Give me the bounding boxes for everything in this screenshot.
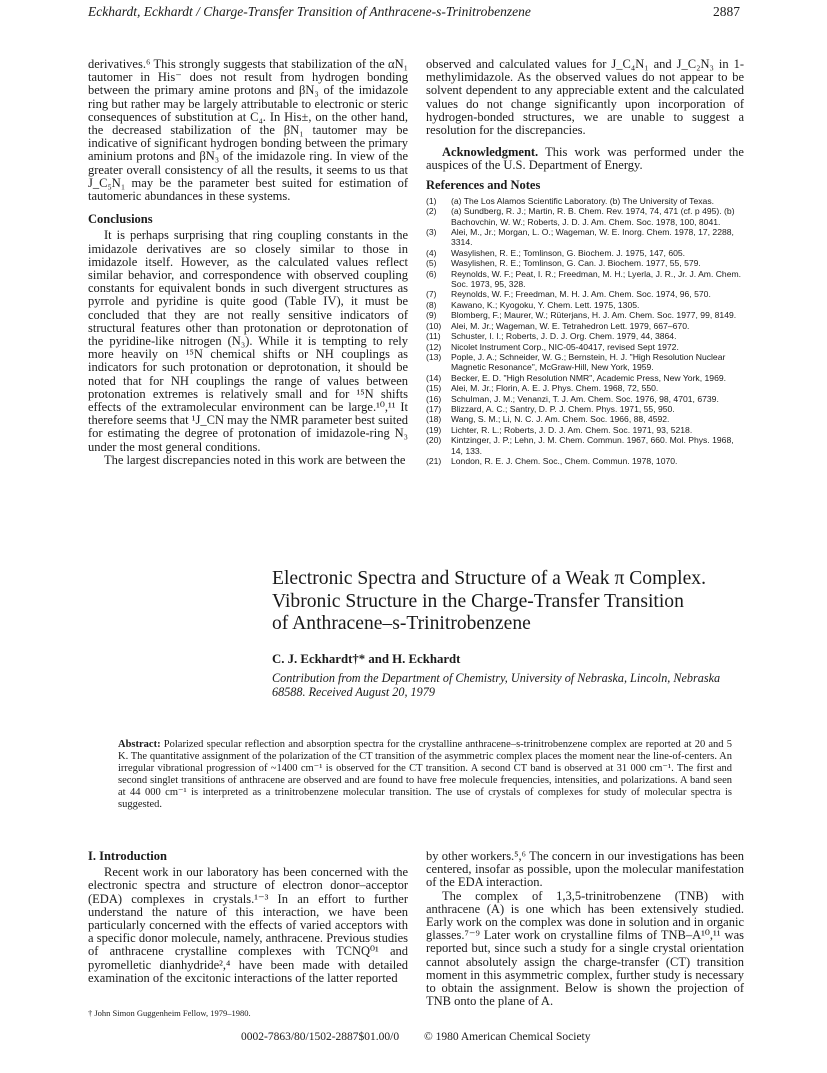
reference-item — [426, 352, 744, 373]
reference-item — [426, 310, 744, 320]
reference-item — [426, 425, 744, 435]
reference-item — [426, 414, 744, 424]
title-line-3: of Anthracene–s-Trinitrobenzene — [272, 613, 531, 635]
reference-number: (12) — [426, 341, 442, 352]
reference-text: Alei, M., Jr.; Morgan, L. O.; Wageman, W. E. Inorg. Chem. 1978, 17, 2288, 3314. — [451, 227, 734, 248]
introduction-heading: I. Introduction — [88, 849, 167, 863]
reference-text: Lichter, R. L.; Roberts, J. D. J. Am. Chem. Soc. 1971, 93, 5218. — [451, 424, 693, 435]
reference-text: Kintzinger, J. P.; Lehn, J. M. Chem. Commun. 1967, 660. Mol. Phys. 1968, 14, 133. — [451, 435, 734, 456]
reference-item — [426, 321, 744, 331]
reference-text: Wang, S. M.; Li, N. C. J. Am. Chem. Soc. 1966, 88, 4592. — [451, 414, 670, 425]
reference-text: Blomberg, F.; Maurer, W.; Rüterjans, H. J. Am. Chem. Soc. 1977, 99, 8149. — [451, 310, 737, 321]
left-column-top — [88, 58, 408, 467]
reference-number: (11) — [426, 331, 441, 342]
reference-text: Wasylishen, R. E.; Tomlinson, G. Can. J. Biochem. 1977, 55, 579. — [451, 258, 701, 269]
reference-item — [426, 383, 744, 393]
reference-text: Pople, J. A.; Schneider, W. G.; Bernstein, H. J. "High Resolution Nuclear Magnetic Resonance", McGraw-Hill, New York, 1959. — [451, 351, 726, 373]
reference-number: (7) — [426, 289, 437, 300]
reference-number: (13) — [426, 351, 442, 362]
acknowledgment-label: Acknowledgment. — [442, 145, 539, 160]
references-heading: References and Notes — [426, 177, 541, 192]
reference-item — [426, 269, 744, 290]
footnote: † John Simon Guggenheim Fellow, 1979–1980. — [88, 1008, 251, 1018]
reference-number: (20) — [426, 435, 442, 446]
reference-item — [426, 300, 744, 310]
reference-number: (9) — [426, 310, 437, 321]
reference-text: Becker, E. D. "High Resolution NMR", Academic Press, New York, 1969. — [451, 372, 727, 383]
reference-item — [426, 196, 744, 206]
reference-text: Schuster, I. I.; Roberts, J. D. J. Org. Chem. 1979, 44, 3864. — [451, 331, 677, 342]
reference-item — [426, 435, 744, 456]
article-code: 0002-7863/80/1502-2887$01.00/0 — [241, 1031, 400, 1043]
right-column-top — [426, 58, 744, 466]
reference-number: (4) — [426, 247, 437, 258]
reference-number: (1) — [426, 195, 437, 206]
reference-number: (10) — [426, 320, 442, 331]
acknowledgment — [426, 146, 744, 172]
reference-text: Reynolds, W. F.; Freedman, M. H. J. Am. Chem. Soc. 1974, 96, 570. — [451, 289, 711, 300]
intro-paragraph-2: by other workers.⁵,⁶ The concern in our investigations has been centered, insofar as possible, upon the molecular manifestation of the EDA interaction. — [426, 849, 744, 890]
reference-number: (16) — [426, 393, 442, 404]
reference-number: (14) — [426, 372, 442, 383]
reference-text: (a) The Los Alamos Scientific Laboratory. (b) The University of Texas. — [451, 195, 715, 206]
reference-text: Wasylishen, R. E.; Tomlinson, G. Biochem. J. 1975, 147, 605. — [451, 247, 686, 258]
reference-item — [426, 206, 744, 227]
reference-number: (21) — [426, 455, 442, 466]
affiliation: Contribution from the Department of Chemistry, University of Nebraska, Lincoln, Nebraska 68588. Received August 20, 1979 — [272, 671, 721, 699]
conclusions-heading: Conclusions — [88, 212, 153, 227]
reference-number: (15) — [426, 383, 442, 394]
right-column-bottom — [426, 850, 744, 1008]
reference-number: (18) — [426, 414, 442, 425]
reference-text: Alei, M. Jr.; Wageman, W. E. Tetrahedron Lett. 1979, 667–670. — [451, 320, 690, 331]
page-number: 2887 — [713, 4, 740, 19]
reference-text: Reynolds, W. F.; Peat, I. R.; Freedman, M. H.; Lyerla, J. R., Jr. J. Am. Chem. Soc. 1973, 95, 328. — [451, 268, 742, 290]
intro-paragraph-3: The complex of 1,3,5-trinitrobenzene (TNB) with anthracene (A) is one which has been extensively studied. Early work on the complex was done in solution and in organic glasses.⁷⁻⁹ Later work on crystalline films of TNB–A¹⁰,¹¹ was reported but, since such a study for a single crystal orientation cannot absolutely assign the charge-transfer (CT) transition moment in this asymmetric complex, further study is necessary to obtain the assignment. Below is shown the projection of TNB onto the plane of A. — [426, 888, 744, 1009]
reference-item — [426, 456, 744, 466]
reference-item — [426, 404, 744, 414]
reference-item — [426, 258, 744, 268]
reference-number: (2) — [426, 206, 437, 217]
reference-item — [426, 227, 744, 248]
reference-text: (a) Sundberg, R. J.; Martin, R. B. Chem. Rev. 1974, 74, 471 (cf. p 495). (b) Bachovchin, W. W.; Roberts, J. D. J. Am. Chem. Soc. 1978, 100, 8041. — [451, 206, 735, 227]
reference-item — [426, 394, 744, 404]
reference-number: (5) — [426, 258, 437, 269]
page-footer — [88, 1031, 740, 1047]
reference-number: (19) — [426, 424, 442, 435]
left-paragraph-2: It is perhaps surprising that ring coupling constants in the imidazole derivatives are so closely similar to those in imidazole itself. However, as the calculated values reflect similar behavior, and correspondence with observed coupling constants for equivalent bonds in such divergent structures as pyrrole and pyridine is quite good (Table IV), it must be concluded that they are not really sensitive indicators of structural features other than protonation or deprotonation of the pyridine-like nitrogen (N₃). While it is tempting to rely more heavily on ¹⁵N chemical shifts or NH couplings as indicators for such protonation or deprotonation, it should be noted that for NH couplings the range of values between protonation extremes is relatively small and for ¹⁵N shifts effects of the extramolecular environment can be large.¹⁰,¹¹ It therefore seems that ¹J_CN may the NMR parameter best suited for estimating the degree of protonation of imidazole-ring N₃ under the most general conditions. — [88, 228, 408, 454]
intro-paragraph-1: Recent work in our laboratory has been concerned with the electronic spectra and structure of electron donor–acceptor (EDA) complexes in crystals.¹⁻³ In an effort to further understand the nature of this interaction, we have been particularly concerned with the effects of varied acceptors with a specific donor molecule, namely, anthracene. Previous studies of anthracene crystalline complexes with TCNQ⁰¹ and pyromelletic dianhydride²,⁴ have been made with detailed examination of the excitonic interactions of the latter reported — [88, 865, 408, 985]
acknowledgment-text: This work was performed under the auspices of the U.S. Department of Energy. — [426, 145, 744, 173]
reference-number: (6) — [426, 268, 437, 279]
title-line-2: Vibronic Structure in the Charge-Transfer Transition — [272, 590, 684, 612]
reference-item — [426, 248, 744, 258]
reference-text: London, R. E. J. Chem. Soc., Chem. Commun. 1978, 1070. — [451, 455, 678, 466]
reference-item — [426, 373, 744, 383]
reference-text: Schulman, J. M.; Venanzi, T. J. Am. Chem. Soc. 1976, 98, 4701, 6739. — [451, 393, 719, 404]
running-title: Eckhardt, Eckhardt / Charge-Transfer Transition of Anthracene-s-Trinitrobenzene — [88, 4, 531, 19]
reference-text: Nicolet Instrument Corp., NIC-05-40417, revised Sept 1972. — [451, 341, 679, 352]
reference-text: Kawano, K.; Kyogoku, Y. Chem. Lett. 1975, 1305. — [451, 299, 640, 310]
reference-item — [426, 289, 744, 299]
reference-number: (17) — [426, 403, 442, 414]
article-title — [272, 568, 792, 636]
copyright: © 1980 American Chemical Society — [424, 1031, 591, 1043]
reference-item — [426, 331, 744, 341]
left-paragraph-1: derivatives.⁶ This strongly suggests that stabilization of the αN₁ tautomer in His⁻ does not result from hydrogen bonding between the primary amine protons and βN₃ of the imidazole ring but rather may be largely attributable to electronic or steric consequences of substitution at C₄. In His±, on the other hand, the decreased stabilization of the βN₁ tautomer may be indicative of significant hydrogen bonding between the primary aminium protons and βN₃ of the imidazole ring. In view of the greater overall consistency of all the results, it seems to us that J_C₅N₁ may be the parameter best suited for estimation of tautomeric abundances in these systems. — [88, 57, 408, 204]
authors: C. J. Eckhardt†* and H. Eckhardt — [272, 652, 461, 666]
left-paragraph-3: The largest discrepancies noted in this work are between the — [104, 452, 406, 467]
abstract-label: Abstract: — [118, 739, 161, 750]
reference-number: (3) — [426, 227, 437, 238]
reference-number: (8) — [426, 299, 437, 310]
reference-text: Blizzard, A. C.; Santry, D. P. J. Chem. Phys. 1971, 55, 950. — [451, 403, 675, 414]
reference-item — [426, 342, 744, 352]
title-line-1: Electronic Spectra and Structure of a Weak π Complex. — [272, 568, 706, 589]
reference-list — [426, 196, 744, 467]
reference-text: Alei, M. Jr.; Florin, A. E. J. Phys. Chem. 1968, 72, 550. — [451, 383, 659, 394]
left-column-bottom — [88, 850, 408, 985]
right-paragraph-1: observed and calculated values for J_C₄N₁ and J_C₂N₃ in 1-methylimidazole. As the observed values do not appear to be solvent dependent to any appreciable extent and the calculated values do not change significantly upon incorporation of hydrogen-bonded structures, we are unable to suggest a resolution for the discrepancies. — [426, 57, 744, 138]
running-header — [88, 4, 740, 24]
abstract-text: Polarized specular reflection and absorption spectra for the crystalline anthracene–s-trinitrobenzene complex are reported at 20 and 5 K. The quantitative assignment of the polarization of the CT transition of the asymmetric complex places the moment near the line-of-centers. An irregular vibrational progression of ~1400 cm⁻¹ is observed for the CT transition. A second CT band is observed at 31 000 cm⁻¹. The first and second singlet transitions of anthracene are observed and are found to have free molecule frequencies, intensities, and polarizations. A band seen at 44 000 cm⁻¹ is interpreted as a trinitrobenzene molecular transition. The use of crystals of complexes for study of molecular spectra is suggested. — [118, 739, 733, 811]
abstract — [118, 739, 732, 812]
